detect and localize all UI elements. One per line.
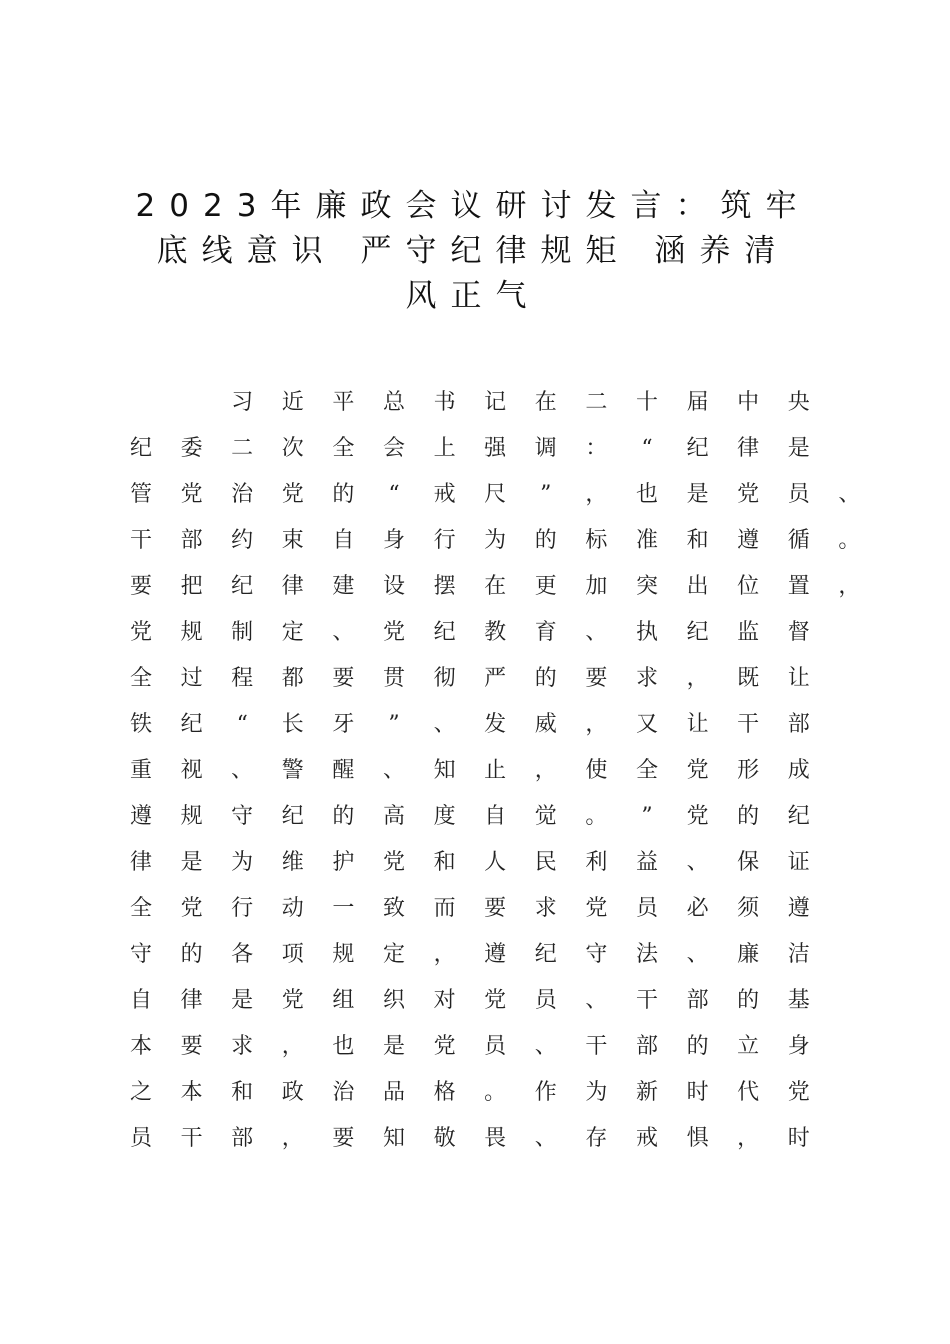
body-line: 之 本 和 政 治 品 格 。 作 为 新 时 代 党 [129,1080,810,1105]
body-line: 律 是 为 维 护 党 和 人 民 利 益 、 保 证 [129,850,810,875]
document-body [0,380,950,1180]
body-line: 员 干 部 ， 要 知 敬 畏 、 存 戒 惧 ， 时 [129,1126,810,1151]
body-line: 遵 规 守 纪 的 高 度 自 觉 。 ” 党 的 纪 [129,804,810,829]
body-line: 守 的 各 项 规 定 ， 遵 纪 守 法 、 廉 洁 [129,942,810,967]
body-line: 要 把 纪 律 建 设 摆 在 更 加 突 出 位 置 ， [129,574,861,599]
title-line: 风正气 [405,278,541,314]
body-line: 纪 委 二 次 全 会 上 强 调 ： “ 纪 律 是 [129,436,810,461]
body-line: 习 近 平 总 书 记 在 二 十 届 中 央 [231,390,810,415]
document-title [128,184,818,319]
body-line: 管 党 治 党 的 “ 戒 尺 ” ， 也 是 党 员 、 [129,482,861,507]
body-line: 全 过 程 都 要 贯 彻 严 的 要 求 ， 既 让 [129,666,810,691]
body-line: 干 部 约 束 自 身 行 为 的 标 准 和 遵 循 。 [129,528,861,553]
body-line: 自 律 是 党 组 织 对 党 员 、 干 部 的 基 [129,988,810,1013]
body-line: 铁 纪 “ 长 牙 ” 、 发 威 ， 又 让 干 部 [129,712,810,737]
title-line: 底线意识 严守纪律规矩 涵养清 [156,233,790,269]
body-line: 重 视 、 警 醒 、 知 止 ， 使 全 党 形 成 [129,758,810,783]
body-line: 全 党 行 动 一 致 而 要 求 党 员 必 须 遵 [129,896,810,921]
body-line: 党 规 制 定 、 党 纪 教 育 、 执 纪 监 督 [129,620,810,645]
title-line: 2023年廉政会议研讨发言：筑牢 [135,188,811,224]
body-line: 本 要 求 ， 也 是 党 员 、 干 部 的 立 身 [129,1034,810,1059]
